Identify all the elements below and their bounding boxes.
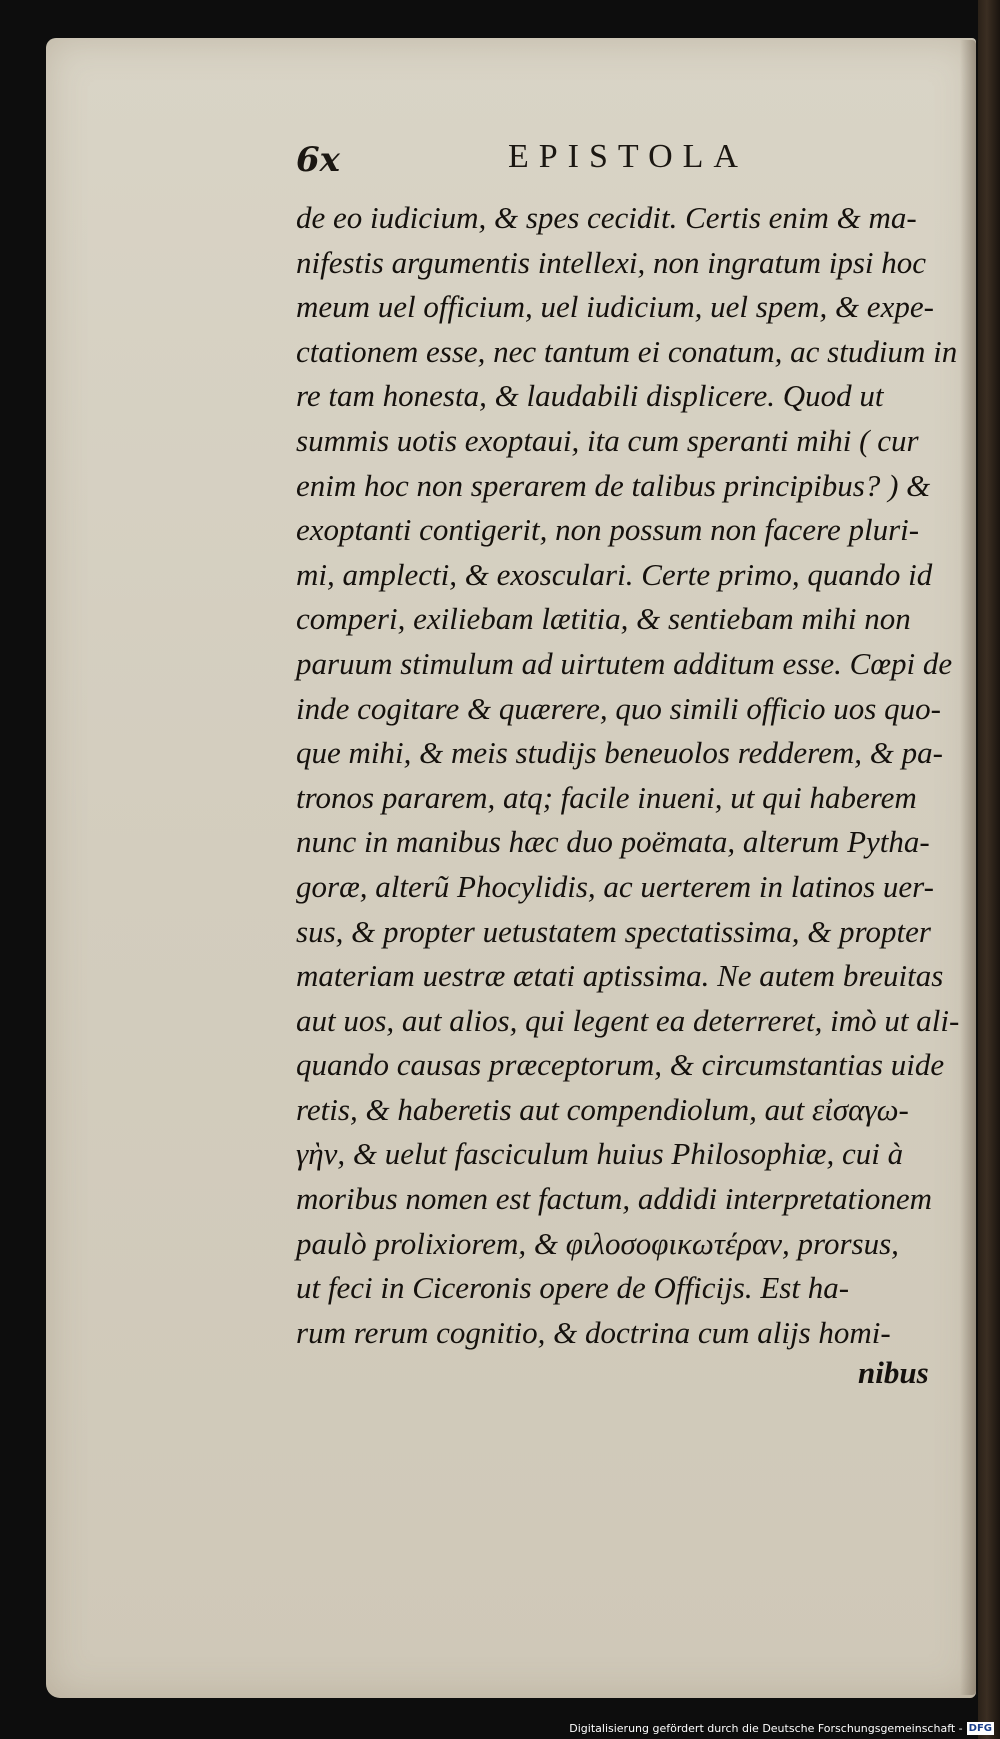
dfg-logo: DFG [968, 1722, 992, 1734]
text-line: tronos pararem, atq; facile inueni, ut qui haberem [296, 779, 917, 815]
text-line: enim hoc non sperarem de talibus principibus? ) & [296, 467, 931, 503]
text-line: re tam honesta, & laudabili displicere. Quod ut [296, 378, 884, 414]
credit-text: Digitalisierung gefördert durch die Deutsche Forschungsgemeinschaft - [569, 1721, 963, 1735]
text-line: inde cogitare & quærere, quo simili officio uos quo- [296, 690, 941, 726]
text-line: exoptanti contigerit, non possum non facere pluri- [296, 512, 920, 548]
text-line: summis uotis exoptaui, ita cum speranti mihi ( cur [296, 422, 919, 458]
page-header [296, 138, 748, 188]
text-line: nunc in manibus hæc duo poëmata, alterum Pytha- [296, 824, 930, 860]
text-line: paruum stimulum ad uirtutem additum esse. Cœpi de [296, 645, 953, 681]
text-line: materiam uestræ ætati aptissima. Ne autem breuitas [296, 958, 944, 994]
text-line: nifestis argumentis intellexi, non ingratum ipsi hoc [296, 244, 927, 280]
text-line: paulò prolixiorem, & φιλοσοφικωτέραν, prorsus, [296, 1225, 899, 1261]
text-line: de eo iudicium, & spes cecidit. Certis enim & ma- [296, 200, 917, 235]
text-line: ut feci in Ciceronis opere de Officijs. Est ha- [296, 1270, 850, 1306]
text-line: aut uos, aut alios, qui legent ea deterreret, imò ut ali- [296, 1002, 960, 1038]
text-line: ctationem esse, nec tantum ei conatum, ac studium in [296, 333, 958, 369]
text-line: goræ, alterũ Phocylidis, ac uerterem in latinos uer- [296, 868, 934, 904]
text-line: quando causas præceptorum, & circumstantias uide [296, 1047, 945, 1083]
text-line: moribus nomen est factum, addidi interpretationem [296, 1181, 933, 1217]
text-line: retis, & haberetis aut compendiolum, aut εἰσαγω- [296, 1091, 909, 1127]
text-line: sus, & propter uetustatem spectatissima, & propter [296, 913, 931, 949]
text-line: mi, amplecti, & exosculari. Certe primo, quando id [296, 556, 933, 592]
binding-edge [978, 0, 1000, 1739]
text-line: comperi, exiliebam lætitia, & sentiebam mihi non [296, 601, 911, 637]
text-line: meum uel officium, uel iudicium, uel spem, & expe- [296, 289, 934, 325]
running-head: EPISTOLA [508, 138, 748, 175]
text-line: rum rerum cognitio, & doctrina cum alijs homi- [296, 1314, 891, 1350]
digitization-credit [569, 1720, 994, 1736]
folio-number: 6x [296, 140, 340, 180]
page-edge-shadow [960, 40, 976, 1695]
catchword: nibus [858, 1355, 929, 1390]
text-line: que mihi, & meis studijs beneuolos redderem, & pa- [296, 735, 943, 771]
text-line: γὴν, & uelut fasciculum huius Philosophiæ, cui à [296, 1136, 904, 1172]
body-text [296, 196, 960, 1355]
